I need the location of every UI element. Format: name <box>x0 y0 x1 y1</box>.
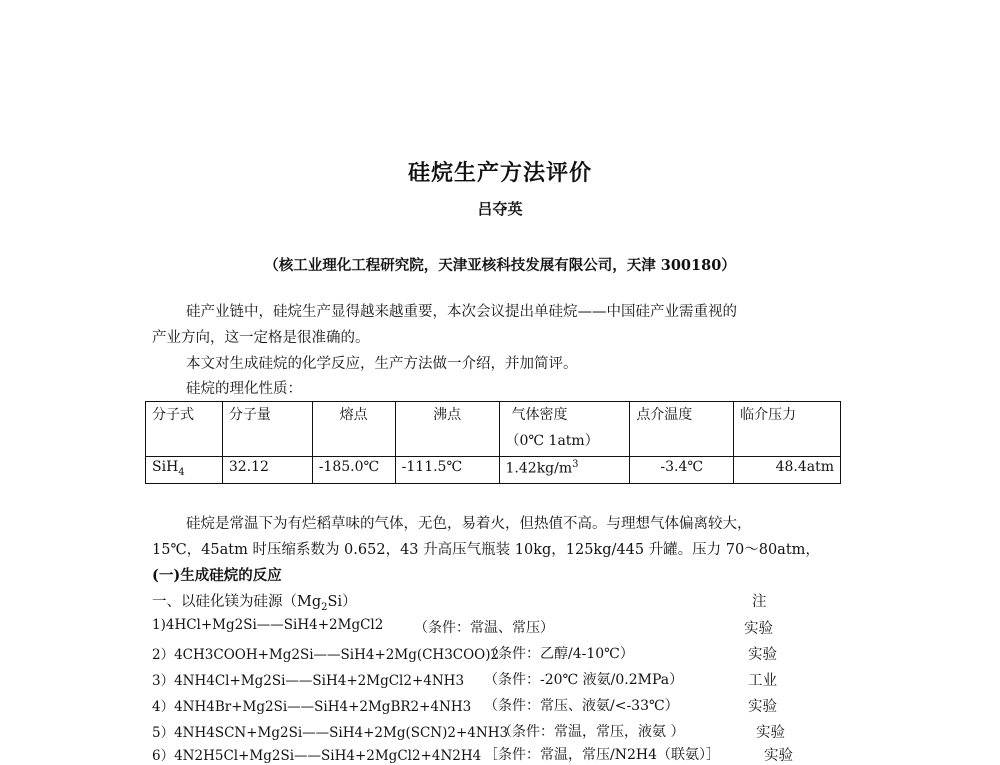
reaction-6-note: 实验 <box>764 748 793 764</box>
table-cell: 32.12 <box>222 457 312 484</box>
header-critical-temperature: 点介温度 <box>636 407 693 423</box>
table-cell <box>499 457 630 484</box>
table-row <box>146 457 841 484</box>
header-melting-point: 熔点 <box>339 407 368 423</box>
intro-paragraph-line-1: 硅产业链中，硅烷生产显得越来越重要，本次会议提出单硅烷——中国硅产业需重视的 <box>186 304 737 320</box>
reaction-5-condition: （条件：常温，常压，液氨 ） <box>498 724 685 740</box>
header-formula: 分子式 <box>152 407 194 423</box>
reaction-1-equation: 1)4HCl+Mg2Si——SiH4+2MgCl2 <box>152 617 384 633</box>
body-paragraph-line-2: 15℃，45atm 时压缩系数为 0.652，43 升高压气瓶装 10kg，125kg/445 升罐。压力 70～80atm， <box>152 542 820 558</box>
table-header-cell <box>395 402 499 457</box>
header-critical-pressure: 临介压力 <box>740 407 797 423</box>
header-molar-mass: 分子量 <box>228 407 271 423</box>
table-cell: -3.4℃ <box>630 457 734 484</box>
subsection-tail: Si） <box>327 594 357 610</box>
subsection-sub: 2 <box>321 601 328 613</box>
body-paragraph-line-1: 硅烷是常温下为有烂稻草味的气体，无色，易着火，但热值不高。与理想气体偏离较大， <box>186 516 752 532</box>
reaction-4-condition: （条件：常压、液氨/<-33℃） <box>484 698 679 714</box>
reaction-4-equation: 4）4NH4Br+Mg2Si——SiH4+2MgBR2+4NH3 <box>152 699 472 715</box>
formula-sub: 4 <box>178 466 185 478</box>
reaction-3-equation: 3）4NH4Cl+Mg2Si——SiH4+2MgCl2+4NH3 <box>152 673 465 689</box>
table-header-cell <box>146 402 223 457</box>
subsection-heading <box>152 590 357 613</box>
section-heading: (一)生成硅烷的反应 <box>152 567 282 584</box>
properties-caption: 硅烷的理化性质： <box>186 381 302 397</box>
reaction-2-note: 实验 <box>748 647 777 663</box>
reaction-4-note: 实验 <box>748 699 777 715</box>
note-column-header: 注 <box>752 594 767 610</box>
author: 吕夺英 <box>477 200 523 218</box>
density-value: 1.42kg/m <box>505 460 573 477</box>
header-gas-density: 气体密度 <box>511 407 568 423</box>
header-gas-density-condition: （0℃ 1atm） <box>505 433 599 449</box>
table-header-cell <box>734 402 841 457</box>
formula-base: SiH <box>152 459 179 475</box>
reaction-2-equation: 2）4CH3COOH+Mg2Si——SiH4+2Mg(CH3COO)2 <box>152 647 500 663</box>
properties-table <box>145 401 841 484</box>
reaction-3-note: 工业 <box>748 673 777 689</box>
reaction-1-condition: （条件：常温、常压） <box>414 620 554 636</box>
reaction-6-equation: 6）4N2H5Cl+Mg2Si——SiH4+2MgCl2+4N2H4 <box>152 748 482 764</box>
table-cell: -185.0℃ <box>312 457 395 484</box>
table-cell: -111.5℃ <box>395 457 499 484</box>
reaction-3-condition: （条件：-20℃ 液氨/0.2MPa） <box>484 672 684 688</box>
table-cell: 48.4atm <box>734 457 841 484</box>
reaction-1-note: 实验 <box>744 621 773 637</box>
reaction-5-note: 实验 <box>756 725 785 741</box>
paper-title: 硅烷生产方法评价 <box>407 160 592 186</box>
header-boiling-point: 沸点 <box>433 407 462 423</box>
subsection-label: 一、以硅化镁为硅源（Mg <box>152 594 322 610</box>
reaction-5-equation: 5）4NH4SCN+Mg2Si——SiH4+2Mg(SCN)2+4NH3 <box>152 725 509 741</box>
table-header-cell <box>630 402 734 457</box>
table-header-row <box>146 402 841 457</box>
table-header-cell <box>499 402 630 457</box>
table-cell <box>146 457 223 484</box>
intro-paragraph-2: 本文对生成硅烷的化学反应，生产方法做一介绍，并加简评。 <box>186 356 578 372</box>
table-header-cell <box>222 402 312 457</box>
density-unit-sup: 3 <box>572 459 579 470</box>
intro-paragraph-line-2: 产业方向，这一定格是很准确的。 <box>152 330 370 346</box>
affiliation: （核工业理化工程研究院，天津亚核科技发展有限公司，天津 300180） <box>264 257 736 274</box>
table-header-cell <box>312 402 395 457</box>
reaction-2-condition: （条件：乙醇/4-10℃） <box>484 646 634 662</box>
reaction-6-condition: ［条件：常温，常压/N2H4（联氨）］ <box>484 747 720 763</box>
